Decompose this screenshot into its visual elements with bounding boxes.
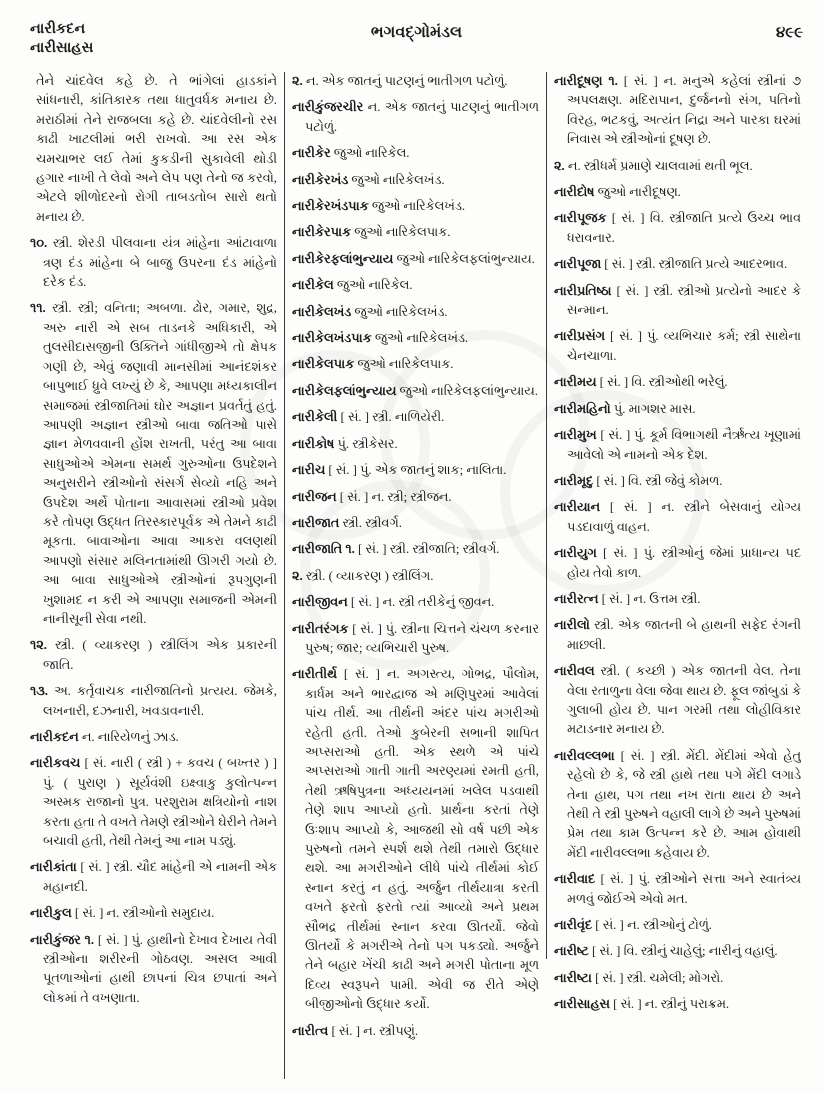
- entry-sense: ૨. સ્ત્રી. ( વ્યાકરણ ) સ્ત્રીલિંગ.: [292, 568, 434, 583]
- dictionary-entry: નારીચ [ સં. ] પું. એક જાતનું શાક; નાલિતા.: [292, 463, 507, 478]
- entry-headword: નારીરત્ન: [554, 591, 602, 606]
- entry-headword: નારીમૃદુ: [554, 473, 597, 488]
- entry-headword: નારીમય: [554, 375, 600, 390]
- dictionary-entry: નારીજીવન [ સં. ] ન. સ્ત્રી તરીકેનું જીવન.: [292, 595, 495, 610]
- entry-headword: નારીકેરફલાંભુન્યાય: [292, 251, 397, 266]
- dictionary-entry: નારીવૃંદ [ સં. ] ન. સ્ત્રીઓનું ટોળું.: [554, 918, 713, 933]
- entry-sense: ૧૩. અ. કર્તૃવાચક નારીજાતિનો પ્રત્યય. જેમકે, લખનારી, દઝનારી, ખવડાવનારી.: [30, 684, 277, 718]
- dictionary-entry: નારીકુલ [ સં. ] ન. સ્ત્રીઓનો સમુદાય.: [30, 906, 215, 921]
- book-title: ભગવદ્ગોમંડલ: [370, 24, 463, 41]
- entry-sense: ૨. ન. સ્ત્રીધર્મ પ્રમાણે ચાલવામાં થતી ભૂલ.: [554, 158, 753, 173]
- dictionary-entry: નારીષ્ટ [ સં. ] વિ. સ્ત્રીનું ચાહેલું; નારીનું વહાલું.: [554, 944, 778, 959]
- entry-headword: નારીકેરખંડ: [292, 172, 352, 187]
- dictionary-entry: નારીકેલખંડ જુઓ નારિકેલખંડ.: [292, 304, 448, 319]
- sense-number: ૧૦.: [30, 236, 53, 251]
- dictionary-entry: નારીમૃદુ [ સં. ] વિ. સ્ત્રી જેવું કોમળ.: [554, 473, 723, 488]
- entry-headword: નારીપ્રસંગ: [554, 329, 610, 344]
- guide-word-first: નારીકદન: [30, 21, 86, 37]
- entry-headword: નારીકદન: [30, 730, 82, 744]
- entry-continuation: તેને ચાંદવેલ કહે છે. તે ભાંગેલાં હાડકાંને સાંધનારી, કાંતિકારક તથા ધાતુવર્ધક મનાય છે. મરાઠીમાં તેને રાજબલા કહે છે. ચાંદવેલીનો રસ કાઢી ખાટલીમાં ભરી રાખવો. આ રસ એક ચમચાભર લઈ તેમાં કુકડીની સુકાવેલી થોડી હગાર નાખી તે લેવો અને લેપ પણ તેનો જ કરવો, એટલે શીળોદરનો રોગી તાબડતોબ સારો થતો મનાય છે.: [36, 74, 277, 224]
- dictionary-entry: નારીકુંજર ૧. [ સં. ] પું. હાથીનો દેખાવ દેખાય તેવી સ્ત્રીઓના શરીરની ગોઠવણ. અસલ આવી પૂતળાઓનાં હાથી છાપનાં ચિત્ર છપાતાં અને લોકમાં તે વખણાતા.: [30, 932, 277, 1005]
- dictionary-entry: નારીકેર જુઓ નારિકેલ.: [292, 146, 410, 161]
- dictionary-entry: નારીવલ્લભા [ સં. ] સ્ત્રી. મેંદી. મેંદીમાં એવો હેતુ રહેલો છે કે, જે સ્ત્રી હાથે તથા પગે મેંદી લગાડે તેના હાથ, પગ તથા નખ રાતા થાય છે અને તેથી તે સ્ત્રી પુરુષને વહાલી લાગે છે અને પુરુષમાં પ્રેમ તથા કામ ઉત્પન્ન કરે છે. આમ હોવાથી મેંદી નારીવલ્લભા કહેવાય છે.: [554, 748, 801, 860]
- page-number: ૪૯૯: [775, 25, 803, 41]
- dictionary-entry: નારીરત્ન [ સં. ] ન. ઉત્તમ સ્ત્રી.: [554, 591, 701, 606]
- entry-headword: નારીકુંજર ૧.: [30, 932, 98, 947]
- dictionary-entry: નારીકેરપાક જુઓ નારિકેલપાક.: [292, 225, 451, 240]
- entry-headword: નારીકેલખંડપાક: [292, 331, 375, 346]
- dictionary-entry: નારીજાત સ્ત્રી. સ્ત્રીવર્ગ.: [292, 515, 402, 530]
- text-columns: [30, 72, 805, 1079]
- entry-headword: નારીત્વ: [292, 1023, 332, 1038]
- dictionary-entry: નારીસાહસ [ સં. ] ન. સ્ત્રીનું પરાક્રમ.: [554, 997, 730, 1012]
- dictionary-entry: નારીપ્રસંગ [ સં. ] પું. વ્યભિચાર કર્મ; સ્ત્રી સાથેના ચેનચાળા.: [554, 329, 801, 363]
- dictionary-entry: નારીત્વ [ સં. ] ન. સ્ત્રીપણું.: [292, 1023, 419, 1038]
- dictionary-entry: નારીજન [ સં. ] ન. સ્ત્રી; સ્ત્રીજન.: [292, 489, 452, 504]
- entry-headword: નારીષ્ટ: [554, 944, 592, 959]
- entry-headword: નારીમહિનો: [554, 401, 614, 416]
- column-divider: [284, 72, 285, 1079]
- entry-headword: નારીજન: [292, 489, 340, 504]
- guide-word-last: નારીસાહસ: [30, 40, 94, 56]
- sense-number: ૨.: [292, 74, 306, 88]
- dictionary-entry: નારીતીર્થ [ સં. ] ન. અગસ્ત્ય, ગોભદ્ર, પૌલોમ, કાર્ધમ અને ભારદ્વાજ એ મણિપુરમાં આવેલાં પાંચ તીર્થ. આ તીર્થની અંદર પાંચ મગરીઓ રહેતી હતી. તેઓ કુબેરની સભાની શાપિત અપ્સરાઓ હતી. એક સ્થળે એ પાંચે અપ્સરાઓ ગાતી ગાતી અરણ્યમાં રમતી હતી, તેથી ઋષિપુત્રના અધ્યયનમાં ખલેલ પડવાથી તેણે શાપ આપ્યો હતો. પ્રાર્થના કરતાં તેણે ઉઃશાપ આપ્યો કે, આજથી સો વર્ષ પછી એક પુરુષનો તમને સ્પર્શ થશે તેથી તમારો ઉદ્ધાર થશે. આ મગરીઓને લીધે પાંચે તીર્થમાં કોઈ સ્નાન કરતું ન હતું. અર્જુન તીર્થયાત્રા કરતી વખતે ફરતો ફરતો ત્યાં આવ્યો અને પ્રથમ સૌભદ્ર તીર્થમાં સ્નાન કરવા ઊતર્યો. જેવો ઊતર્યો કે મગરીએ તેનો પગ પકડ્યો. અર્જુને તેને બહાર ખેંચી કાઢી અને મગરી પોતાના મૂળ દિવ્ય સ્વરૂપને પામી. એવી જ રીતે એણે બીજીઓનો ઉદ્ધાર કર્યો.: [292, 667, 539, 1012]
- sense-number: ૧૩.: [30, 684, 55, 699]
- entry-headword: નારીચ: [292, 463, 329, 478]
- dictionary-entry: નારીકેરફલાંભુન્યાય જુઓ નારિકેલફલાંભુન્યાય.: [292, 251, 535, 266]
- dictionary-entry: નારીજાતિ ૧. [ સં. ] સ્ત્રી. સ્ત્રીજાતિ; સ્ત્રીવર્ગ.: [292, 542, 500, 557]
- dictionary-entry: નારીલો સ્ત્રી. એક જાતની બે હાથની સફેદ રંગની માછલી.: [554, 618, 801, 652]
- entry-headword: નારીવૃંદ: [554, 918, 596, 933]
- dictionary-entry: નારીકેલ જુઓ નારિકેલ.: [292, 278, 413, 293]
- dictionary-entry: નારીકવચ [ સં. નારી ( સ્ત્રી ) + કવચ ( બખ્તર ) ] પું. ( પુરાણ ) સૂર્યવંશી ઇક્ષ્વાકુ કુલોત્પન્ન અસ્મક રાજાનો પુત્ર. પરશુરામ ક્ષત્રિયોનો નાશ કરતા હતા તે વખતે તેમણે સ્ત્રીઓને ઘેરીને તેમને બચાવી હતી, તેથી તેમનું આ નામ પડ્યું.: [30, 756, 277, 849]
- dictionary-entry: નારીકેરખંડ જુઓ નારિકેલખંડ.: [292, 172, 445, 187]
- entry-headword: નારીપૂજા: [554, 257, 605, 272]
- entry-headword: નારીજાત: [292, 515, 343, 530]
- dictionary-entry: નારીયુગ [ સં. ] પું. સ્ત્રીઓનું જેમાં પ્રાધાન્ય પદ હોય તેવો કાળ.: [554, 546, 801, 580]
- dictionary-entry: નારીપૂજા [ સં. ] સ્ત્રી. સ્ત્રીજાતિ પ્રત્યે આદરભાવ.: [554, 257, 788, 272]
- column-2: [292, 72, 539, 1079]
- entry-headword: નારીકેલખંડ: [292, 304, 355, 319]
- dictionary-entry: નારીકેલપાક જુઓ નારિકેલપાક.: [292, 357, 454, 372]
- dictionary-entry: નારીપ્રતિષ્ઠા [ સં. ] સ્ત્રી. સ્ત્રીઓ પ્રત્યેનો આદર કે સન્માન.: [554, 283, 801, 318]
- dictionary-entry: નારીકાંતા [ સં. ] સ્ત્રી. ચૌદ માંહેની એ નામની એક મહાનદી.: [30, 860, 277, 894]
- dictionary-entry: નારીદોષ જુઓ નારીદૂષણ.: [554, 185, 681, 200]
- entry-headword: નારીયાન: [554, 500, 610, 515]
- dictionary-entry: નારીવાદ [ સં. ] પું. સ્ત્રીઓને સત્તા અને સ્વાતંત્ર્ય મળવું જોઈએ એવો મત.: [554, 872, 801, 906]
- entry-headword: નારીવાદ: [554, 872, 601, 887]
- entry-headword: નારીતરંગક: [292, 621, 353, 636]
- entry-headword: નારીકોષ: [292, 436, 338, 451]
- entry-sense: ૧૨. સ્ત્રી. ( વ્યાકરણ ) સ્ત્રીલિંગ એક પ્રકારની જાતિ.: [30, 638, 277, 672]
- entry-headword: નારીકુલ: [30, 906, 75, 921]
- dictionary-entry: નારીકેલફલાંભુન્યાય જુઓ નારિકેલફલાંભુન્યાય.: [292, 383, 538, 398]
- sense-number: ૧૨.: [30, 638, 55, 653]
- entry-headword: નારીકેલપાક: [292, 357, 358, 372]
- entry-sense: ૧૦. સ્ત્રી. શેરડી પીલવાના યંત્ર માંહેના આંટાવાળા ત્રણ દંડ માંહેના બે બાજુ ઉપરના દંડ માંહેનો દરેક દંડ.: [30, 236, 277, 290]
- entry-headword: નારીતીર્થ: [292, 667, 344, 682]
- dictionary-entry: નારીવલ સ્ત્રી. ( કચ્છી ) એક જાતની વેલ. તેના વેલા રતાળુના વેલા જેવા થાય છે. ફૂલ જાંબુડાં કે ગુલાબી હોય છે. પાન ગરમી તથા લોહીવિકાર મટાડનાર મનાય છે.: [554, 664, 801, 737]
- entry-headword: નારીપૂજક: [554, 211, 612, 226]
- entry-headword: નારીકેલી: [292, 410, 341, 425]
- dictionary-entry: નારીયાન [ સં. ] ન. સ્ત્રીને બેસવાનું યોગ્ય પડદાવાળું વાહન.: [554, 500, 801, 534]
- entry-headword: નારીદોષ: [554, 185, 598, 200]
- entry-headword: નારીજાતિ ૧.: [292, 542, 359, 557]
- entry-headword: નારીસાહસ: [554, 997, 614, 1012]
- dictionary-entry: નારીપૂજક [ સં. ] વિ. સ્ત્રીજાતિ પ્રત્યે ઉચ્ચ ભાવ ધરાવનાર.: [554, 211, 801, 245]
- entry-headword: નારીકુંજરચીર: [292, 100, 368, 115]
- entry-sense: ૨. ન. એક જાતનું પાટણનું ભાતીગળ પટોળું.: [292, 74, 508, 88]
- dictionary-entry: નારીકોષ પું. સ્ત્રીકેસર.: [292, 436, 398, 451]
- page-header: [30, 20, 803, 66]
- entry-headword: નારીમુખ: [554, 428, 601, 443]
- entry-headword: નારીયુગ: [554, 546, 603, 561]
- entry-headword: નારીકેલ: [292, 278, 337, 293]
- dictionary-entry: નારીદૂષણ ૧. [ સં. ] ન. મનુએ કહેલાં સ્ત્રીનાં ૭ અપલક્ષણ. મદિરાપાન, દુર્જનનો સંગ, પતિનો વિરહ, ભટકવું, અત્યંત નિદ્રા અને પારકા ઘરમાં નિવાસ એ સ્ત્રીઓનાં દૂષણ છે.: [554, 74, 801, 147]
- dictionary-entry: નારીતરંગક [ સં. ] પું. સ્ત્રીના ચિત્તને ચંચળ કરનાર પુરુષ; જાર; વ્યભિચારી પુરુષ.: [292, 621, 539, 655]
- dictionary-entry: નારીકેરખંડપાક જુઓ નારિકેલખંડ.: [292, 199, 466, 214]
- entry-headword: નારીકેરપાક: [292, 225, 355, 240]
- column-1: [30, 72, 277, 1079]
- dictionary-entry: નારીમય [ સં. ] વિ. સ્ત્રીઓથી ભરેલું.: [554, 375, 728, 390]
- sense-number: ૨.: [292, 568, 306, 583]
- column-divider: [546, 72, 547, 959]
- entry-headword: નારીકેર: [292, 146, 334, 161]
- entry-headword: નારીકાંતા: [30, 860, 81, 875]
- entry-headword: નારીકેલફલાંભુન્યાય: [292, 383, 400, 398]
- dictionary-entry: નારીકુંજરચીર ન. એક જાતનું પાટણનું ભાતીગળ પટોળું.: [292, 100, 539, 134]
- entry-headword: નારીવલ્લભા: [554, 748, 621, 763]
- dictionary-entry: નારીકદન ન. નારિયેળનું ઝાડ.: [30, 730, 179, 744]
- entry-sense: ૧૧. સ્ત્રી. સ્ત્રી; વનિતા; અબળા. ઢોર, ગમાર, શુદ્ર, અરુ નારી એ સબ તાડનકે અધિકારી, એ તુલસીદાસજીની ઉક્તિને ગાંધીજીએ તો ક્ષેપક ગણી છે, એવું જણાવી માનસીમાં આનંદશંકર બાપુભાઈ ધ્રુવે લખ્યું છે કે, આપણા મધ્યકાલીન સમાજમાં સ્ત્રીજાતિમાં ઘોર અજ્ઞાન પ્રવર્તતું હતું. આપણી અજ્ઞાન સ્ત્રીઓ બાવા જતિઓ પાસે જ્ઞાન મેળવવાની હોંશ રાખતી, પરંતુ આ બાવા સાધુઓએ એમના સમર્થ ગુરુઓના ઉપદેશને અનુસરીને સ્ત્રીઓનો સંસર્ગ સેવ્યો નહિ અને ઉપદેશ અર્થે પોતાના આવાસમાં સ્ત્રીઓ પ્રવેશ કરે તોપણ ઉદ્ધત તિરસ્કારપૂર્વક એ તેમને કાઢી મૂકતા. બાવાઓના આવા આકરા વલણથી આપણો સંસાર મલિનતામાંથી ઊગરી ગયો છે. આ બાવા સાધુઓએ સ્ત્રીઓનાં રૂપગુણની ખુશામદ ન કરી એ આપણા સમાજની એમની નાનીસૂની સેવા નથી.: [30, 301, 277, 626]
- dictionary-entry: નારીમુખ [ સં. ] પું. કૂર્મ વિભાગથી નૈર્ઋત્ય ખૂણામાં આવેલો એ નામનો એક દેશ.: [554, 428, 801, 462]
- dictionary-entry: નારીકેલી [ સં. ] સ્ત્રી. નાળિયેરી.: [292, 410, 445, 425]
- column-3: [554, 72, 801, 1079]
- entry-headword: નારીવલ: [554, 664, 601, 679]
- entry-headword: નારીદૂષણ ૧.: [554, 74, 624, 88]
- entry-headword: નારીકેરખંડપાક: [292, 199, 372, 214]
- sense-number: ૧૧.: [30, 301, 53, 316]
- dictionary-entry: નારીકેલખંડપાક જુઓ નારિકેલખંડ.: [292, 331, 469, 346]
- entry-headword: નારીકવચ: [30, 756, 85, 771]
- entry-headword: નારીજીવન: [292, 595, 351, 610]
- sense-number: ૨.: [554, 158, 568, 173]
- dictionary-entry: નારીષ્ટા [ સં. ] સ્ત્રી. ચમેલી; મોગરો.: [554, 970, 724, 985]
- dictionary-entry: નારીમહિનો પું. માગશર માસ.: [554, 401, 696, 416]
- entry-headword: નારીષ્ટા: [554, 970, 596, 985]
- entry-headword: નારીપ્રતિષ્ઠા: [554, 283, 617, 298]
- entry-headword: નારીલો: [554, 618, 595, 633]
